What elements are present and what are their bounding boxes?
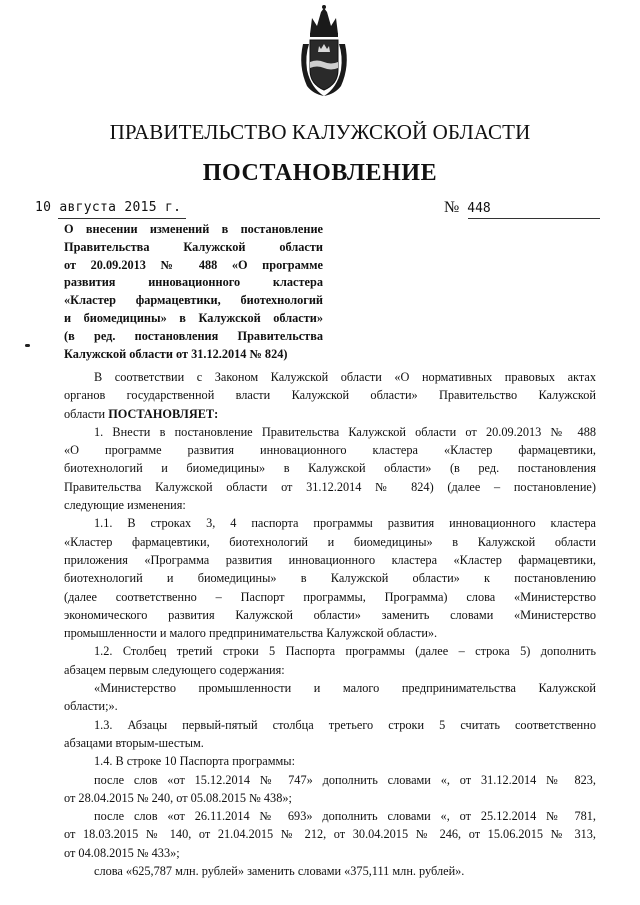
body-line: «О программе развития инновационного кластера «Кластер фармацевтики, [64, 443, 596, 458]
preamble-prefix: области [64, 406, 109, 421]
decision-word: ПОСТАНОВЛЯЕТ: [108, 406, 219, 421]
body-line: «Кластер фармацевтики, биотехнологий и биомедицины» в Калужской области [64, 534, 596, 549]
body-line: области;». [64, 699, 118, 714]
government-title: ПРАВИТЕЛЬСТВО КАЛУЖСКОЙ ОБЛАСТИ [109, 120, 531, 144]
kaluga-coat-of-arms-icon [297, 4, 351, 100]
number-underline [468, 218, 600, 219]
body-line: (далее соответственно – Паспорт программы, Программа) слова «Министерство [64, 589, 596, 604]
body-line: абзацами вторым-шестым. [64, 735, 204, 750]
body-line: биотехнологий и биомедицины» в Калужской области» к постановлению [64, 571, 596, 586]
body-line: от 28.04.2015 № 240, от 05.08.2015 № 438»; [64, 790, 292, 805]
subject-line: «Кластер фармацевтики, биотехнологий [64, 293, 323, 308]
number-sign: № [444, 199, 460, 216]
document-number [444, 199, 491, 217]
margin-mark [25, 344, 30, 347]
body-line: 1.3. Абзацы первый-пятый столбца третьего строки 5 считать соответственно [94, 717, 596, 732]
body-line: биотехнологий и биомедицины» в Калужской области» (в ред. постановления [64, 461, 596, 476]
body-line: 1.2. Столбец третий строки 5 Паспорта программы (далее – строка 5) дополнить [94, 644, 596, 659]
body-line: после слов «от 26.11.2014 № 693» дополнить словами «, от 25.12.2014 № 781, [94, 809, 596, 824]
body-line: Правительства Калужской области от 31.12.2014 № 824) (далее – постановление) [64, 479, 596, 494]
subject-line: развития инновационного кластера [64, 275, 323, 290]
document-date: 10 августа 2015 г. [35, 200, 182, 215]
body-line: «Министерство промышленности и малого предпринимательства Калужской [94, 681, 596, 696]
body-line: следующие изменения: [64, 498, 186, 513]
document-type: ПОСТАНОВЛЕНИЕ [202, 160, 438, 186]
body-line: органов государственной власти Калужской области» Правительство Калужской [64, 388, 596, 403]
subject-line: О внесении изменений в постановление [64, 222, 323, 236]
subject-line: и биомедицины» в Калужской области» [64, 310, 323, 325]
subject-line: от 20.09.2013 № 488 «О программе [64, 257, 323, 272]
body-line: экономического развития Калужской области» заменить словами «Министерство [64, 607, 596, 622]
body-line: приложения «Программа развития инновационного кластера «Кластер фармацевтики, [64, 552, 596, 567]
subject-line: Правительства Калужской области [64, 239, 323, 254]
body-line: В соответствии с Законом Калужской области «О нормативных правовых актах [94, 370, 596, 384]
date-underline [58, 218, 186, 219]
body-line: 1.4. В строке 10 Паспорта программы: [94, 754, 295, 769]
number-value: 448 [467, 201, 491, 216]
body-line: 1.1. В строках 3, 4 паспорта программы развития инновационного кластера [94, 516, 596, 531]
subject-line: (в ред. постановления Правительства [64, 328, 323, 343]
subject-line: Калужской области от 31.12.2014 № 824) [64, 346, 288, 361]
document-body [64, 368, 596, 880]
document-subject [64, 221, 323, 363]
body-line: после слов «от 15.12.2014 № 747» дополнить словами «, от 31.12.2014 № 823, [94, 772, 596, 787]
body-line: слова «625,787 млн. рублей» заменить словами «375,111 млн. рублей». [94, 864, 465, 879]
body-line: промышленности и малого предпринимательства Калужской области». [64, 626, 438, 641]
body-line: от 18.03.2015 № 140, от 21.04.2015 № 212, от 30.04.2015 № 246, от 15.06.2015 № 313, [64, 827, 596, 842]
body-line: абзацем первым следующего содержания: [64, 662, 285, 677]
preamble-last-line [64, 405, 596, 423]
body-line: от 04.08.2015 № 433»; [64, 845, 180, 860]
body-line: 1. Внести в постановление Правительства Калужской области от 20.09.2013 № 488 [94, 424, 596, 439]
